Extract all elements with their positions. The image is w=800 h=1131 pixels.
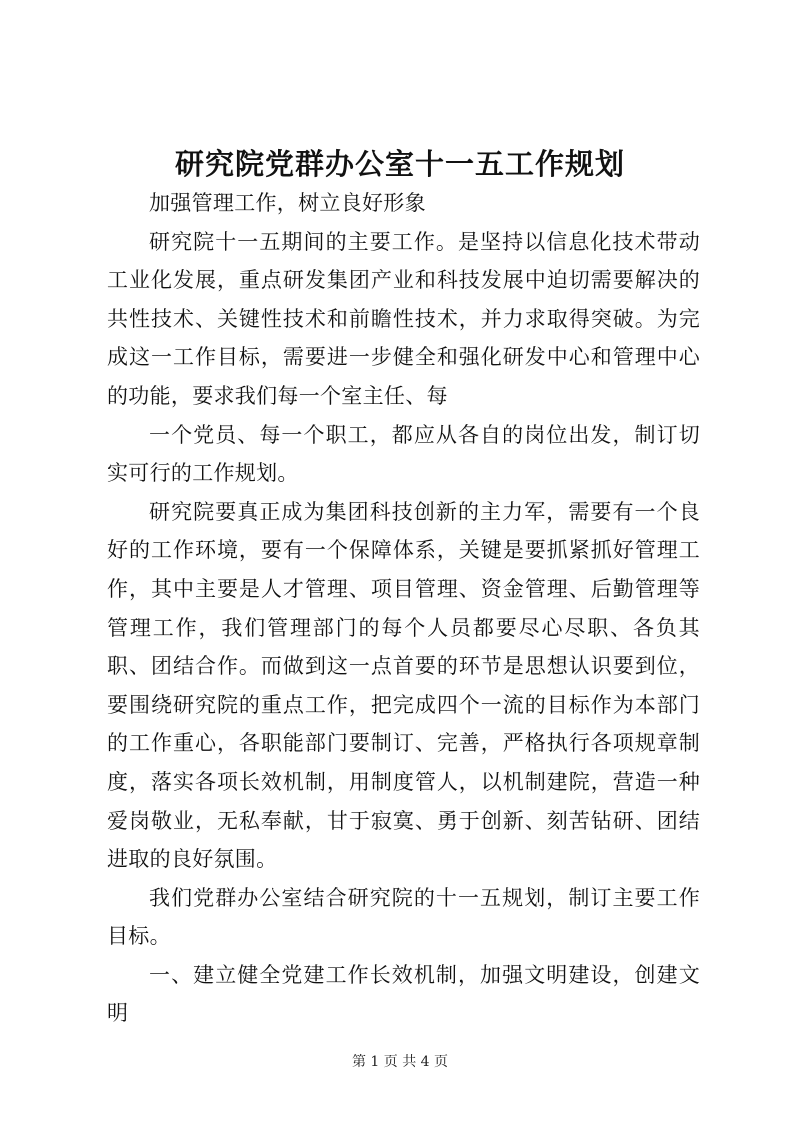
paragraph: 研究院要真正成为集团科技创新的主力军，需要有一个良好的工作环境，要有一个保障体系，关键是要抓紧抓好管理工作，其中主要是人才管理、项目管理、资金管理、后勤管理等管理工作，我们管理部门的每个人员都要尽心尽职、各负其职、团结合作。而做到这一点首要的环节是思想认识要到位，要围绕研究院的重点工作，把完成四个一流的目标作为本部门的工作重心，各职能部门要制订、完善，严格执行各项规章制度，落实各项长效机制，用制度管人，以机制建院，营造一种爱岗敬业，无私奉献，甘于寂寞、勇于创新、刻苦钻研、团结进取的良好氛围。 [107,499,700,872]
paragraph: 一个党员、每一个职工，都应从各自的岗位出发，制订切实可行的工作规划。 [107,422,700,486]
paragraph: 一、建立健全党建工作长效机制，加强文明建设，创建文明 [107,962,700,1026]
paragraph: 研究院十一五期间的主要工作。是坚持以信息化技术带动工业化发展，重点研发集团产业和科技发展中迫切需要解决的共性技术、关键性技术和前瞻性技术，并力求取得突破。为完成这一工作目标，需要进一步健全和强化研发中心和管理中心的功能，要求我们每一个室主任、每 [107,229,700,408]
paragraph-heading: 加强管理工作，树立良好形象 [149,191,426,215]
paragraph: 我们党群办公室结合研究院的十一五规划，制订主要工作目标。 [107,885,700,949]
page-footer: 第 1 页 共 4 页 [351,1054,449,1070]
document-title: 研究院党群办公室十一五工作规划 [174,147,625,181]
document-body [107,184,700,1033]
